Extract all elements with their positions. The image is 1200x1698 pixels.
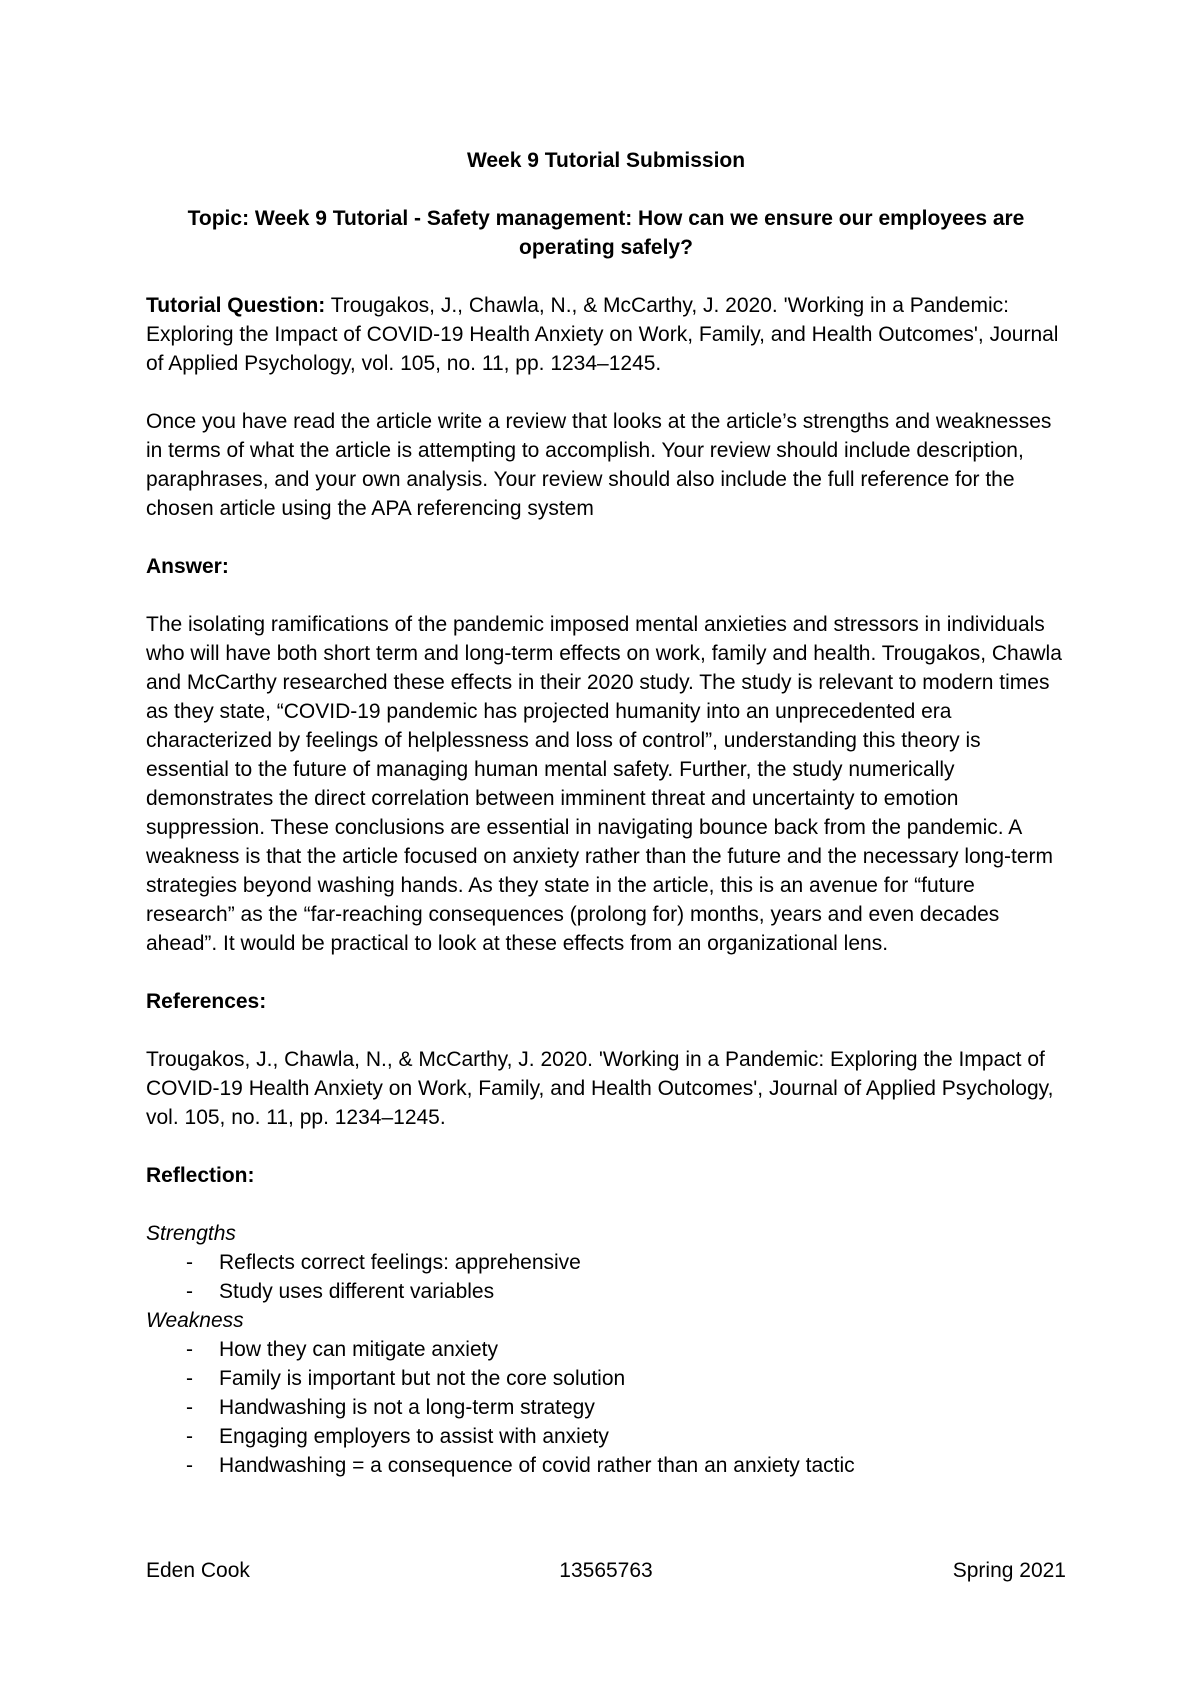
tutorial-question-text: Trougakos, J., Chawla, N., & McCarthy, J. 2020. 'Working in a Pandemic: Exploring the Impact of COVID-19 Health Anxiety on Work, Family, and Health Outcomes', Journal of Applied Psychology, vol. 105, no. 11, pp. 1234–1245. <box>146 294 1059 375</box>
dash-marker: - <box>186 1396 193 1419</box>
dash-marker: - <box>186 1338 193 1361</box>
list-item <box>146 1451 1066 1480</box>
instructions-paragraph: Once you have read the article write a review that looks at the article’s strengths and weaknesses in terms of what the article is attempting to accomplish. Your review should include description, paraphrases, and your own analysis. Your review should also include the full reference for the chosen article using the APA referencing system <box>146 410 1052 520</box>
footer-student-id: 13565763 <box>559 1559 653 1582</box>
topic-heading: Topic: Week 9 Tutorial - Safety management: How can we ensure our employees are operating safely? <box>187 207 1025 259</box>
dash-marker: - <box>186 1251 193 1274</box>
strengths-label: Strengths <box>146 1222 236 1245</box>
document-title: Week 9 Tutorial Submission <box>466 149 746 172</box>
list-item-text: Family is important but not the core solution <box>219 1367 626 1390</box>
list-item-text: Handwashing = a consequence of covid rather than an anxiety tactic <box>219 1454 855 1477</box>
list-item <box>146 1422 1066 1451</box>
references-heading: References: <box>146 990 267 1013</box>
page-footer <box>146 1556 1066 1585</box>
dash-marker: - <box>186 1425 193 1448</box>
list-item <box>146 1248 1066 1277</box>
tutorial-question-label: Tutorial Question: <box>146 294 326 317</box>
dash-marker: - <box>186 1367 193 1390</box>
reference-entry: Trougakos, J., Chawla, N., & McCarthy, J. 2020. 'Working in a Pandemic: Exploring the Impact of COVID-19 Health Anxiety on Work, Family, and Health Outcomes', Journal of Applied Psychology, vol. 105, no. 11, pp. 1234–1245. <box>146 1048 1054 1129</box>
list-item <box>146 1335 1066 1364</box>
list-item-text: Study uses different variables <box>219 1280 495 1303</box>
list-item <box>146 1277 1066 1306</box>
footer-author-name: Eden Cook <box>146 1559 250 1582</box>
dash-marker: - <box>186 1454 193 1477</box>
list-item-text: Handwashing is not a long-term strategy <box>219 1396 595 1419</box>
tutorial-question <box>146 291 1066 378</box>
list-item <box>146 1364 1066 1393</box>
reflection-heading: Reflection: <box>146 1164 255 1187</box>
list-item-text: Engaging employers to assist with anxiety <box>219 1425 609 1448</box>
answer-heading: Answer: <box>146 555 229 578</box>
footer-term: Spring 2021 <box>952 1559 1066 1582</box>
list-item <box>146 1393 1066 1422</box>
weakness-label: Weakness <box>146 1309 244 1332</box>
document-body <box>146 146 1066 1480</box>
answer-paragraph: The isolating ramifications of the pandemic imposed mental anxieties and stressors in individuals who will have both short term and long-term effects on work, family and health. Trougakos, Chawla and McCarthy researched these effects in their 2020 study. The study is relevant to modern times as they state, “COVID-19 pandemic has projected humanity into an unprecedented era characterized by feelings of helplessness and loss of control”, understanding this theory is essential to the future of managing human mental safety. Further, the study numerically demonstrates the direct correlation between imminent threat and uncertainty to emotion suppression. These conclusions are essential in navigating bounce back from the pandemic. A weakness is that the article focused on anxiety rather than the future and the necessary long-term strategies beyond washing hands. As they state in the article, this is an avenue for “future research” as the “far-reaching consequences (prolong for) months, years and even decades ahead”. It would be practical to look at these effects from an organizational lens. <box>146 613 1062 955</box>
weakness-list <box>146 1335 1066 1480</box>
list-item-text: Reflects correct feelings: apprehensive <box>219 1251 581 1274</box>
dash-marker: - <box>186 1280 193 1303</box>
strengths-list <box>146 1248 1066 1306</box>
list-item-text: How they can mitigate anxiety <box>219 1338 498 1361</box>
